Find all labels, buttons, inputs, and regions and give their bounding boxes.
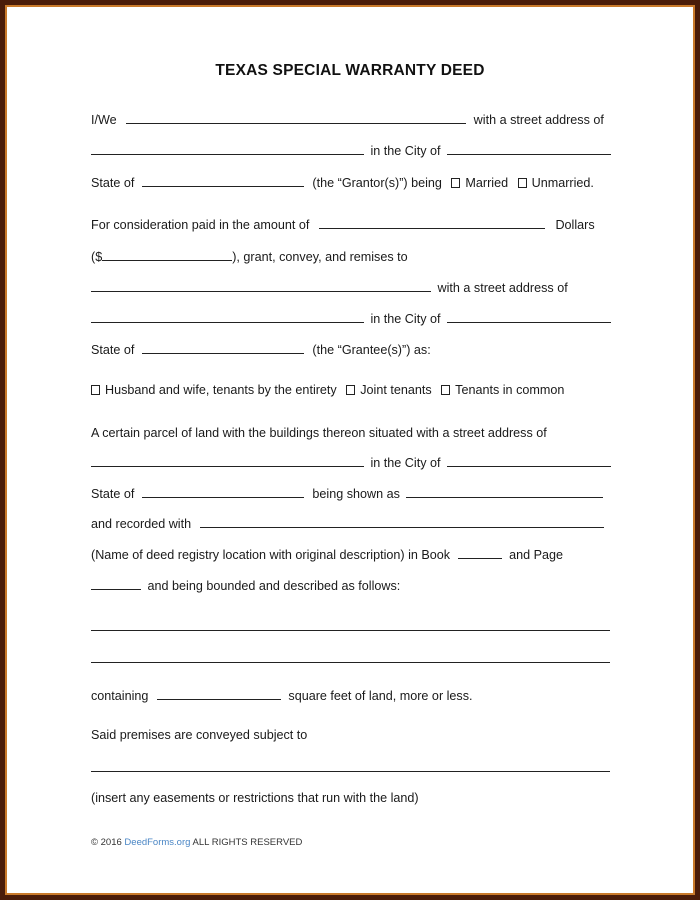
grantee-street-label: with a street address of — [437, 281, 568, 295]
grantee-city-label: in the City of — [370, 312, 441, 326]
grantor-name-line — [91, 112, 604, 128]
grantee-address-line — [91, 311, 611, 327]
iwe-label: I/We — [91, 113, 117, 127]
parcel-description-line — [91, 425, 547, 441]
conveyed-subject-label: Said premises are conveyed subject to — [91, 728, 308, 742]
amount-numeric-line — [91, 249, 408, 265]
parcel-state-label: State of — [91, 487, 135, 501]
parcel-city-label: in the City of — [370, 456, 441, 470]
site-link[interactable]: DeedForms.org — [124, 837, 191, 848]
dollars-label: Dollars — [555, 218, 595, 232]
grantee-state-line — [91, 342, 431, 358]
rights-text: ALL RIGHTS RESERVED — [192, 837, 303, 848]
recorded-with-label: and recorded with — [91, 517, 192, 531]
document-title: TEXAS SPECIAL WARRANTY DEED — [215, 62, 485, 79]
amount-words-field[interactable] — [319, 217, 545, 229]
bounded-line — [91, 578, 400, 594]
grantor-address-line — [91, 143, 611, 159]
grantee-label: (the “Grantee(s)”) as: — [312, 343, 431, 357]
grantor-name-field[interactable] — [126, 112, 466, 124]
tenancy-options-line — [91, 382, 564, 398]
married-checkbox[interactable] — [451, 178, 460, 188]
easements-note-line — [91, 790, 419, 806]
grantee-street-field[interactable] — [91, 311, 364, 323]
parcel-address-line — [91, 455, 611, 471]
parcel-text: A certain parcel of land with the buildings thereon situated with a street address of — [91, 426, 547, 440]
book-page-line — [91, 547, 563, 563]
registry-book-label: (Name of deed registry location with original description) in Book — [91, 548, 451, 562]
copyright-text: © 2016 — [91, 837, 122, 848]
parcel-street-field[interactable] — [91, 455, 364, 467]
square-feet-label: square feet of land, more or less. — [288, 689, 473, 703]
square-feet-line — [91, 688, 473, 704]
tenants-common-checkbox[interactable] — [441, 385, 450, 395]
easements-rule[interactable] — [91, 771, 610, 772]
state-label: State of — [91, 176, 135, 190]
conveyed-subject-line — [91, 727, 307, 743]
book-field[interactable] — [458, 547, 502, 559]
dollar-open-label: ($ — [91, 250, 103, 264]
parcel-city-field[interactable] — [447, 455, 611, 467]
consideration-line — [91, 217, 595, 233]
shown-as-label: being shown as — [312, 487, 400, 501]
husband-wife-label: Husband and wife, tenants by the entirety — [105, 383, 337, 397]
joint-tenants-checkbox[interactable] — [346, 385, 355, 395]
amount-numeric-field[interactable] — [102, 249, 232, 261]
containing-label: containing — [91, 689, 149, 703]
grantee-name-line — [91, 280, 568, 296]
grantor-city-field[interactable] — [447, 143, 611, 155]
shown-as-field[interactable] — [406, 486, 603, 498]
unmarried-checkbox[interactable] — [518, 178, 527, 188]
married-label: Married — [465, 176, 509, 190]
grantor-state-line — [91, 175, 594, 191]
square-feet-field[interactable] — [157, 688, 281, 700]
consideration-label: For consideration paid in the amount of — [91, 218, 310, 232]
parcel-state-line — [91, 486, 603, 502]
recorded-with-field[interactable] — [200, 516, 604, 528]
joint-tenants-label: Joint tenants — [360, 383, 432, 397]
husband-wife-checkbox[interactable] — [91, 385, 100, 395]
grantee-state-field[interactable] — [142, 342, 304, 354]
street-address-label: with a street address of — [473, 113, 604, 127]
grantor-state-field[interactable] — [142, 175, 304, 187]
grantee-name-field[interactable] — [91, 280, 431, 292]
grantee-state-label: State of — [91, 343, 135, 357]
recorded-with-line — [91, 516, 604, 532]
page-field[interactable] — [91, 578, 141, 590]
description-rule-1[interactable] — [91, 630, 610, 631]
and-page-label: and Page — [509, 548, 564, 562]
tenants-common-label: Tenants in common — [455, 383, 565, 397]
grantee-city-field[interactable] — [447, 311, 611, 323]
parcel-state-field[interactable] — [142, 486, 304, 498]
description-rule-2[interactable] — [91, 662, 610, 663]
city-label: in the City of — [370, 144, 441, 158]
grant-convey-label: ), grant, convey, and remises to — [232, 250, 408, 264]
grantor-street-field[interactable] — [91, 143, 364, 155]
easements-note: (insert any easements or restrictions that run with the land) — [91, 791, 419, 805]
bounded-label: and being bounded and described as follows: — [147, 579, 401, 593]
unmarried-label: Unmarried. — [531, 176, 594, 190]
grantor-label: (the “Grantor(s)”) being — [312, 176, 442, 190]
footer — [91, 837, 302, 848]
